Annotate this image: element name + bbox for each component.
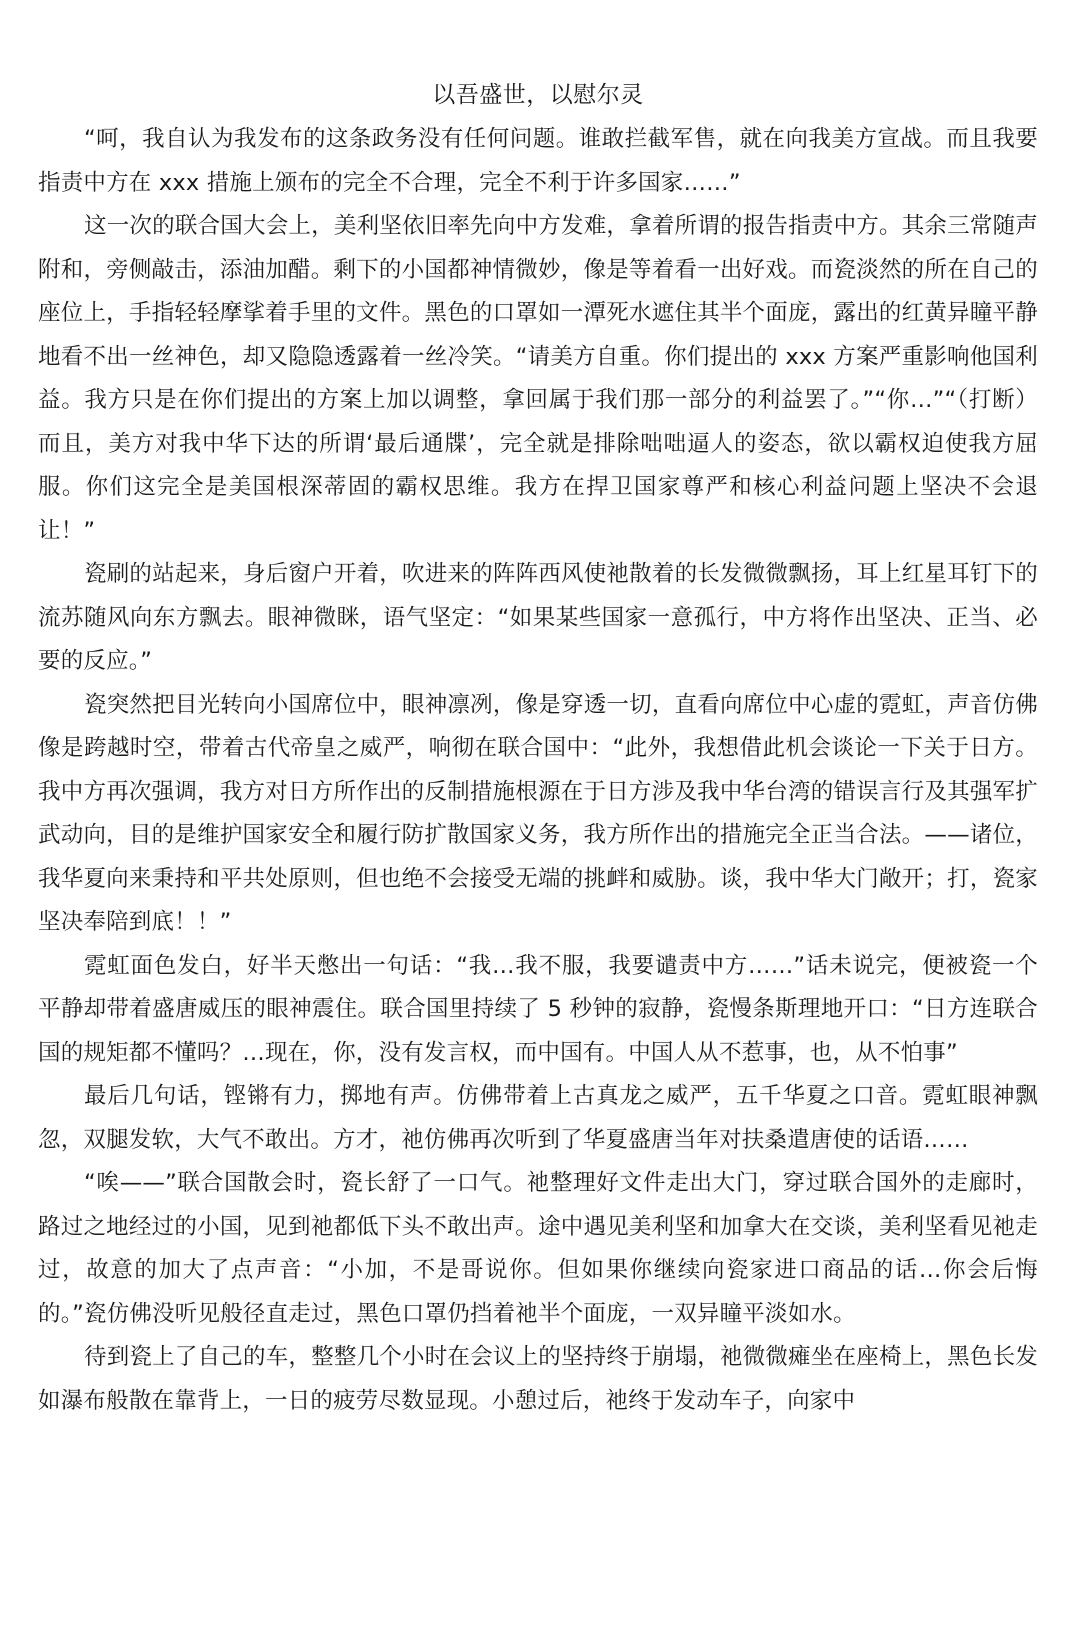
paragraph-2: 这一次的联合国大会上，美利坚依旧率先向中方发难，拿着所谓的报告指责中方。其余三常随声附和，旁侧敲击，添油加醋。剩下的小国都神情微妙，像是等着看一出好戏。而瓷淡然的所在自己的座位上，手指轻轻摩挲着手里的文件。黑色的口罩如一潭死水遮住其半个面庞，露出的红黄异瞳平静地看不出一丝神色，却又隐隐透露着一丝冷笑。“请美方自重。你们提出的 xxx 方案严重影响他国利益。我方只是在你们提出的方案上加以调整，拿回属于我们那一部分的利益罢了。”“你…”“（打断）而且，美方对我中华下达的所谓‘最后通牒’，完全就是排除咄咄逼人的姿态，欲以霸权迫使我方屈服。你们这完全是美国根深蒂固的霸权思维。我方在捍卫国家尊严和核心利益问题上坚决不会退让！” [38, 213, 1038, 544]
paragraph-1: “呵，我自认为我发布的这条政务没有任何问题。谁敢拦截军售，就在向我美方宣战。而且我要指责中方在 xxx 措施上颁布的完全不合理，完全不利于许多国家……” [38, 126, 1038, 196]
document-title: 以吾盛世，以慰尔灵 [432, 82, 644, 108]
paragraph-6: 最后几句话，铿锵有力，掷地有声。仿佛带着上古真龙之威严，五千华夏之口音。霓虹眼神飘忽，双腿发软，大气不敢出。方才，祂仿佛再次听到了华夏盛唐当年对扶桑遣唐使的话语…… [38, 1083, 1038, 1153]
paragraph-5: 霓虹面色发白，好半天憋出一句话：“我…我不服，我要谴责中方……”话未说完，便被瓷一个平静却带着盛唐威压的眼神震住。联合国里持续了 5 秒钟的寂静，瓷慢条斯理地开口：“日方连联合国的规矩都不懂吗？…现在，你，没有发言权，而中国有。中国人从不惹事，也，从不怕事” [38, 952, 1038, 1066]
paragraph-3: 瓷刷的站起来，身后窗户开着，吹进来的阵阵西风使祂散着的长发微微飘扬，耳上红星耳钉下的流苏随风向东方飘去。眼神微眯，语气坚定：“如果某些国家一意孤行，中方将作出坚决、正当、必要的反应。” [38, 561, 1038, 674]
paragraph-4: 瓷突然把目光转向小国席位中，眼神凛冽，像是穿透一切，直看向席位中心虚的霓虹，声音仿佛像是跨越时空，带着古代帝皇之威严，响彻在联合国中：“此外，我想借此机会谈论一下关于日方。我中方再次强调，我方对日方所作出的反制措施根源在于日方涉及我中华台湾的错误言行及其强军扩武动向，目的是维护国家安全和履行防扩散国家义务，我方所作出的措施完全正当合法。——诸位，我华夏向来秉持和平共处原则，但也绝不会接受无端的挑衅和威胁。谈，我中华大门敞开；打，瓷家坚决奉陪到底！！” [38, 691, 1038, 935]
paragraph-7: “唉——”联合国散会时，瓷长舒了一口气。祂整理好文件走出大门，穿过联合国外的走廊时，路过之地经过的小国，见到祂都低下头不敢出声。途中遇见美利坚和加拿大在交谈，美利坚看见祂走过，故意的加大了点声音：“小加，不是哥说你。但如果你继续向瓷家进口商品的话…你会后悔的。”瓷仿佛没听见般径直走过，黑色口罩仍挡着祂半个面庞，一双异瞳平淡如水。 [38, 1170, 1038, 1327]
document-body [38, 72, 1038, 1423]
paragraph-8: 待到瓷上了自己的车，整整几个小时在会议上的坚持终于崩塌，祂微微瘫坐在座椅上，黑色长发如瀑布般散在靠背上，一日的疲劳尽数显现。小憩过后，祂终于发动车子，向家中 [38, 1344, 1038, 1414]
